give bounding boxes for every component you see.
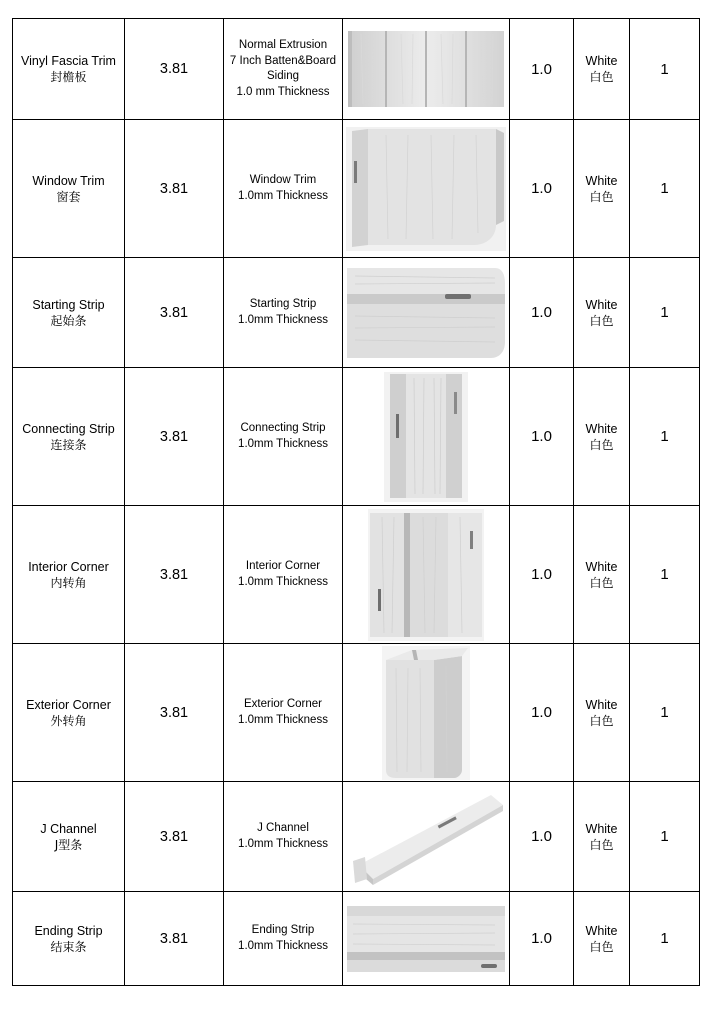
thickness-cell: 1.0 xyxy=(510,644,574,782)
color-cell xyxy=(574,644,630,782)
color-label: White xyxy=(585,923,618,938)
length-cell: 3.81 xyxy=(125,368,224,506)
product-name-zh: 窗套 xyxy=(56,189,81,204)
color-cell xyxy=(574,19,630,120)
color-label: White xyxy=(585,173,618,188)
color-cell xyxy=(574,892,630,986)
description-cell xyxy=(224,644,343,782)
product-spec-table xyxy=(12,18,700,986)
description-line: Connecting Strip xyxy=(240,422,326,434)
color-cell xyxy=(574,506,630,644)
product-image-cell xyxy=(343,506,510,644)
color-label-zh: 白色 xyxy=(589,713,614,728)
quantity-cell: 1 xyxy=(630,258,700,368)
description-line: 1.0mm Thickness xyxy=(238,837,328,850)
product-name: Exterior Corner xyxy=(26,697,111,712)
color-cell xyxy=(574,258,630,368)
description-cell xyxy=(224,258,343,368)
description-line: Exterior Corner xyxy=(244,698,322,710)
table-row xyxy=(13,506,700,644)
description-line: 1.0mm Thickness xyxy=(238,313,328,326)
color-label: White xyxy=(585,297,618,312)
exterior-corner-photo xyxy=(382,646,470,780)
product-image-cell xyxy=(343,644,510,782)
length-cell: 3.81 xyxy=(125,782,224,892)
table-row xyxy=(13,644,700,782)
color-cell xyxy=(574,120,630,258)
interior-corner-photo xyxy=(368,509,484,641)
description-line: 1.0mm Thickness xyxy=(238,575,328,588)
color-label: White xyxy=(585,421,618,436)
product-name: Vinyl Fascia Trim xyxy=(21,54,116,68)
color-cell xyxy=(574,782,630,892)
thickness-cell: 1.0 xyxy=(510,258,574,368)
quantity-cell: 1 xyxy=(630,644,700,782)
thickness-cell: 1.0 xyxy=(510,506,574,644)
product-name-cell xyxy=(13,892,125,986)
description-line: 1.0mm Thickness xyxy=(238,939,328,952)
color-label-zh: 白色 xyxy=(589,939,614,954)
description-cell xyxy=(224,892,343,986)
description-line: Starting Strip xyxy=(249,298,317,310)
product-name-zh: 内转角 xyxy=(50,575,87,590)
description-cell xyxy=(224,506,343,644)
color-label-zh: 白色 xyxy=(589,575,614,590)
j-channel-photo xyxy=(345,787,507,887)
starting-strip-photo xyxy=(345,264,507,362)
description-line: Interior Corner xyxy=(245,560,321,572)
description-cell xyxy=(224,782,343,892)
product-image-cell xyxy=(343,258,510,368)
description-line: Siding xyxy=(267,70,299,82)
color-label: White xyxy=(585,697,618,712)
quantity-cell: 1 xyxy=(630,19,700,120)
description-line: Normal Extrusion xyxy=(238,39,328,51)
product-name-cell xyxy=(13,258,125,368)
product-name: J Channel xyxy=(40,821,97,836)
product-name-zh: 封檐板 xyxy=(50,70,87,84)
description-line: Window Trim xyxy=(249,174,317,186)
fascia-trim-photo xyxy=(346,29,506,109)
product-name-cell xyxy=(13,19,125,120)
description-line: 1.0 mm Thickness xyxy=(236,85,330,98)
color-label: White xyxy=(585,54,618,68)
length-cell: 3.81 xyxy=(125,19,224,120)
length-cell: 3.81 xyxy=(125,506,224,644)
length-cell: 3.81 xyxy=(125,892,224,986)
table-row xyxy=(13,258,700,368)
length-cell: 3.81 xyxy=(125,120,224,258)
thickness-cell: 1.0 xyxy=(510,120,574,258)
product-name: Starting Strip xyxy=(32,297,105,312)
thickness-cell: 1.0 xyxy=(510,892,574,986)
description-line: J Channel xyxy=(257,822,309,834)
quantity-cell: 1 xyxy=(630,506,700,644)
length-cell: 3.81 xyxy=(125,258,224,368)
color-label: White xyxy=(585,821,618,836)
thickness-cell: 1.0 xyxy=(510,368,574,506)
quantity-cell: 1 xyxy=(630,892,700,986)
product-image-cell xyxy=(343,782,510,892)
product-name: Ending Strip xyxy=(34,923,103,938)
color-label-zh: 白色 xyxy=(589,313,614,328)
product-name-zh: J型条 xyxy=(54,837,83,852)
color-label-zh: 白色 xyxy=(589,189,614,204)
table-row xyxy=(13,368,700,506)
product-image-cell xyxy=(343,368,510,506)
product-image-cell xyxy=(343,120,510,258)
product-name: Window Trim xyxy=(32,173,105,188)
product-image-cell xyxy=(343,892,510,986)
color-label-zh: 白色 xyxy=(589,837,614,852)
product-name: Connecting Strip xyxy=(22,421,115,436)
connecting-strip-photo xyxy=(384,372,468,502)
thickness-cell: 1.0 xyxy=(510,19,574,120)
description-line: 7 Inch Batten&Board xyxy=(229,54,337,67)
color-label-zh: 白色 xyxy=(589,70,614,84)
color-label: White xyxy=(585,559,618,574)
ending-strip-photo xyxy=(345,904,507,974)
quantity-cell: 1 xyxy=(630,368,700,506)
color-cell xyxy=(574,368,630,506)
description-line: Ending Strip xyxy=(251,924,315,936)
product-image-cell xyxy=(343,19,510,120)
product-name-zh: 起始条 xyxy=(50,313,87,328)
table-row xyxy=(13,19,700,120)
thickness-cell: 1.0 xyxy=(510,782,574,892)
description-cell xyxy=(224,368,343,506)
window-trim-photo xyxy=(346,127,506,251)
product-name-cell xyxy=(13,644,125,782)
table-row xyxy=(13,120,700,258)
description-line: 1.0mm Thickness xyxy=(238,437,328,450)
product-name-cell xyxy=(13,506,125,644)
color-label-zh: 白色 xyxy=(589,437,614,452)
product-name: Interior Corner xyxy=(28,559,109,574)
description-cell xyxy=(224,19,343,120)
quantity-cell: 1 xyxy=(630,120,700,258)
product-name-cell xyxy=(13,782,125,892)
product-name-cell xyxy=(13,368,125,506)
description-line: 1.0mm Thickness xyxy=(238,713,328,726)
description-line: 1.0mm Thickness xyxy=(238,189,328,202)
product-name-cell xyxy=(13,120,125,258)
product-name-zh: 结束条 xyxy=(50,939,87,954)
quantity-cell: 1 xyxy=(630,782,700,892)
length-cell: 3.81 xyxy=(125,644,224,782)
product-name-zh: 外转角 xyxy=(50,713,87,728)
table-row xyxy=(13,892,700,986)
table-row xyxy=(13,782,700,892)
product-name-zh: 连接条 xyxy=(50,437,87,452)
description-cell xyxy=(224,120,343,258)
